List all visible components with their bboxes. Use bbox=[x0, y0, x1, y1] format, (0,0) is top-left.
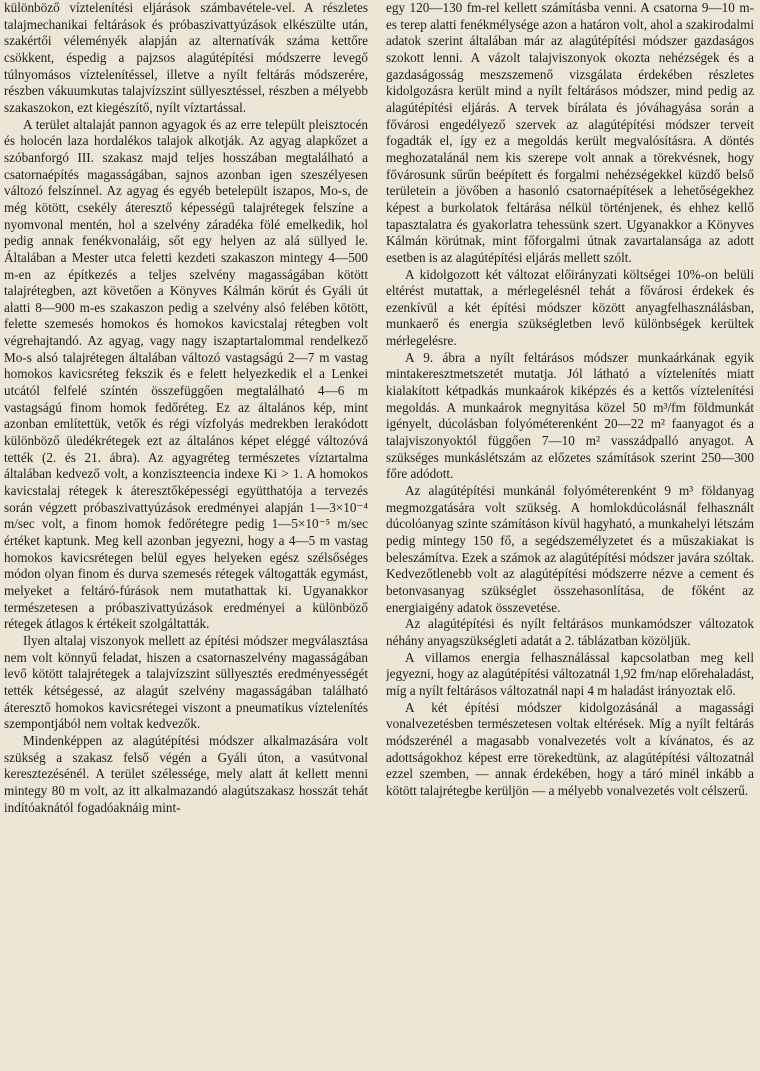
paragraph-railway-crossing: Mindenképpen az alagútépítési módszer alkalmazására volt szükség a szakasz felső végén a Gyáli úton, a vasútvonal keresztezésénél. A terület szélessége, mely alatt át kellett menni mintegy 80 m volt, az itt alkalmazandó alagútszakasz hosszát tehát indítóaknától fogadóaknáig mint- bbox=[4, 732, 368, 815]
column-divider bbox=[376, 0, 377, 1071]
paragraph-method-choice: Ilyen altalaj viszonyok mellett az építési módszer megválasztása nem volt könnyű feladat, hiszen a csatornaszelvény magasságában levő kötött talajrétegek a talajvízszint süllyesztés eredményességét tették kétségessé, az alagút szelvény magasságában található áteresztő homokos kavicsrétegei viszont a pneumatikus víztelenítés szempontjából nem voltak kedvezők. bbox=[4, 632, 368, 732]
paragraph-subsoil: A terület altalaját pannon agyagok és az erre települt pleisztocén és holocén laza hordalékos talajok alkotják. Az agyag alapkőzet a szóbanforgó III. szakasz majd teljes hosszában megtalálható a csatornaépítés magasságában, sajnos azonban igen szeszélyesen változó felszínnel. Az agyag és egyéb betelepült iszapos, Mo-s, de még kötött, csekély áteresztő képességű talajrétegek felszíne a nyomvonal mentén, hol a szelvény záradéka fölé emelkedik, hol pedig annak fenékvonaláig, sőt egy helyen az alá süllyed le. Általában a Mester utca feletti kezdeti szakaszon mintegy 4—500 m-en az építkezés a teljes szelvény magasságában kötött talajrétegben, azt követően a Könyves Kálmán körút és Gyáli út alatti 8—900 m-es szakaszon pedig a szelvény alsó felében kötött, felette szemesés homokos és homokos kavicstalaj rétegben volt végrehajtandó. Az agyag, vagy nagy iszaptartalommal rendelkező Mo-s alsó talajrétegen általában változó vastagságú 2—7 m vastag homokos kavicsréteg fekszik és e felett helyezkedik el a Lenkei utcától felfelé színtén összefüggően megtalálható 4—6 m vastagságú finom homok fedőréteg. Ez az általános kép, mint azonban említettük, vetők és régi vízfolyás medrekben lerakódott különböző üledékrétegek ezt az általános képet eléggé változóvá tették (2. és 21. ábra). Az agyagréteg természetes víztartalma általában kedvező volt, a konziszteencia indexe Ki > 1. A homokos kavicstalaj rétegek k áteresztőképességi együtthatója a tervezés során végzett próbaszivattyúzások eredményei alapján 1—3×10⁻⁴ m/sec volt, a finom homok fedőrétegre pedig 1—5×10⁻⁵ m/sec értéket kaptunk. Meg kell azonban jegyezni, hogy a 4—5 m vastag homokos kavicsrétegen belül egyes helyeken egész szélsőséges módon olyan finom és durva szemesés rétegek váltogatták egymást, melyeket a feltáró-fúrások nem mutathattak ki. Ugyanakkor természetesen a próbaszivattyúzások eredményei a különböző rétegek átlagos k értékeit szolgáltatták. bbox=[4, 116, 368, 632]
paragraph-table-2: Az alagútépítési és nyílt feltárásos munkamódszer változatok néhány anyagszükségleti adatát a 2. táblázatban közöljük. bbox=[386, 616, 754, 648]
paragraph-continued-right: egy 120—130 fm-rel kellett számításba venni. A csatorna 9—10 m-es terep alatti fenékmélysége azon a határon volt, ahol a szakirodalmi adatok szerint általában már az alagútépítési módszer gazdaságos szokott lenni. A vázolt talajviszonyok okozta nehézségek és a gazdaságosság meszszemenő vizsgálata érdekében részletes kidolgozásra került mind a nyílt feltárásos módszer, mind pedig az alagútépítési eljárás. A tervek bírálata és jóváhagyása során a fővárosi engedélyező szervek az alagútépítési módszer terveit fogadták el, így ez a megoldás került megvalósításra. A döntés meghozatalánál nem kis szerepe volt annak a törekvésnek, hogy fővárosunk sűrűn beépített és forgalmi nehézségekkel küzdő belső területein a jövőben a hasonló csatornaépítések a lehetőségekhez képest a burkolatok feltárása nélkül történjenek, és ehhez kellő tapasztalatra és gyakorlatra tehessünk szert. Ugyanakkor a Könyves Kálmán körútnak, mint főforgalmi útnak zavartalansága az adott esetben is az alagútépítési eljárás mellett szólt. bbox=[386, 0, 754, 265]
right-text-column bbox=[386, 0, 754, 1071]
left-text-column bbox=[4, 0, 368, 1071]
paragraph-electric-energy: A villamos energia felhasználással kapcsolatban meg kell jegyezni, hogy az alagútépítési változatnál 1,92 fm/nap előrehaladást, míg a nyílt feltárásos változatnál napi 4 m haladást irányoztak elő. bbox=[386, 649, 754, 698]
paragraph-continued: különböző víztelenítési eljárások számbavétele-vel. A részletes talajmechanikai feltárások és próbaszivattyúzások elkészülte után, szakértői véleményék alapján az alternatívák száma kettőre csökkent, éspedig a pajzsos alagútépítési módszerre levegő túlnyomásos víztelenítéssel, illetve a nyílt feltárás módszerére, részben vákuumkutas talajvízszint süllyesztéssel, részben a mélyebb szakaszokon, ezt kiegészítő, nyílt víztartással. bbox=[4, 0, 368, 115]
paragraph-figure-9: A 9. ábra a nyílt feltárásos módszer munkaárkának egyik mintakeresztmetszetét mutatja. Jól látható a víztelenítés miatt kialakított kétpadkás munkaárok kiképzés és a kettős víztelenítési megoldás. A munkaárok megnyitása közel 50 m³/fm földmunkát igényelt, dúcolásban folyóméterenként 20—22 m² faanyagot és a talajviszonyoktól függően 7—10 m² vasszádpalló anyagot. A szükséges munkáslétszám az előzetes számítások szerint 250—300 főre adódott. bbox=[386, 349, 754, 482]
paragraph-alignment: A két építési módszer kidolgozásánál a magassági vonalvezetésben természetesen voltak eltérések. Míg a nyílt feltárás módszerénél a magasabb vonalvezetés volt a kívánatos, és az adottságokhoz képest erre törekedtünk, az alagútépítési változatnál ezzel szemben, — annak érdekében, hogy a táró minél inkább a kötött talajrétegbe kerüljön — a mélyebb vonalvezetés volt célszerű. bbox=[386, 699, 754, 798]
paragraph-cost-comparison: A kidolgozott két változat előirányzati költségei 10%-on belüli eltérést mutattak, a mérlegelésnél tehát a fővárosi érdekek és ezenkívül a két építési módszer között anyagfelhasználásban, munkaerő és energia szükségletben levő különbségek kerültek mérlegelésre. bbox=[386, 266, 754, 349]
paragraph-tunnel-work: Az alagútépítési munkánál folyóméterenként 9 m³ földanyag megmozgatására volt szükség. A homlokdúcolásnál felhasznált dúcolóanyag szinte számításon kívül hagyható, a munkahelyi létszám pedig mintegy 150 fő, a segédszemélyzetet és a műszakiakat is beleszámítva. Ezek a számok az alagútépítési módszer javára szóltak. Kedvezőtlenebb volt az alagútépítési módszerre nézve a cement és betonvasanyag szükséglet összehasonlítása, de főként az energiaigény adatok összevetése. bbox=[386, 483, 754, 615]
